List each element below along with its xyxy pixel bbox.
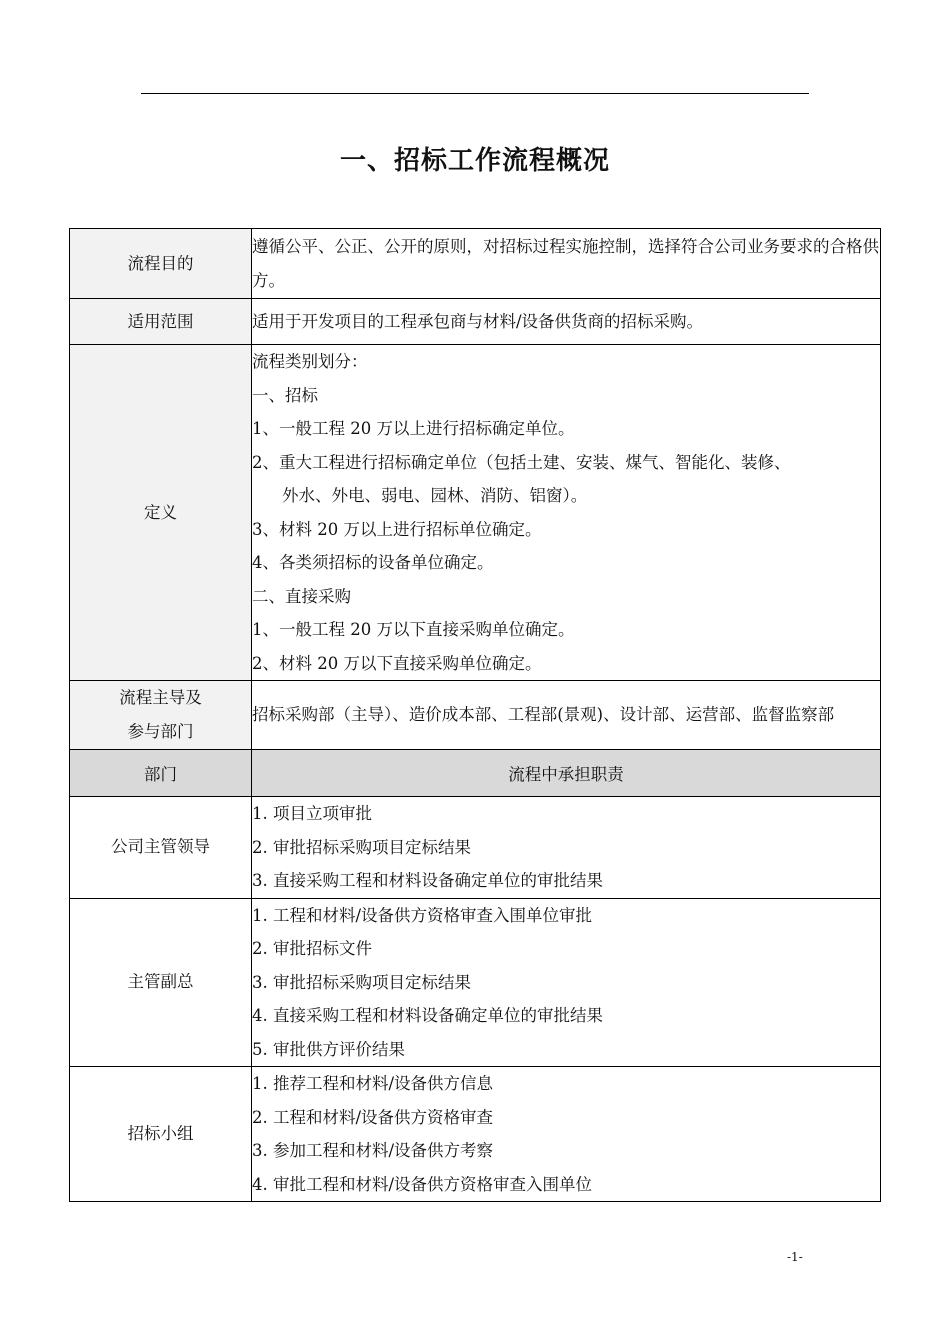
definition-line: 二、直接采购 bbox=[252, 586, 351, 606]
duty-item: 3. 审批招标采购项目定标结果 bbox=[252, 972, 471, 992]
page-title: 一、招标工作流程概况 bbox=[339, 146, 610, 176]
row-team bbox=[70, 1067, 881, 1202]
purpose-text-content: 遵循公平、公正、公开的原则，对招标过程实施控制，选择符合公司业务要求的合格供方。 bbox=[252, 237, 879, 290]
team-label: 招标小组 bbox=[70, 1067, 252, 1202]
row-header bbox=[70, 750, 881, 797]
duty-item: 4. 直接采购工程和材料设备确定单位的审批结果 bbox=[252, 1006, 603, 1025]
definition-line: 外水、外电、弱电、园林、消防、铝窗）。 bbox=[282, 486, 588, 505]
definition-line: 一、招标 bbox=[252, 385, 318, 405]
duty-item: 1. 工程和材料/设备供方资格审查入围单位审批 bbox=[252, 905, 593, 925]
leader-label: 公司主管领导 bbox=[70, 797, 252, 899]
row-definition bbox=[70, 345, 881, 681]
definition-line: 3、材料 20 万以上进行招标单位确定。 bbox=[252, 519, 542, 539]
scope-text bbox=[252, 299, 881, 345]
departments-text bbox=[252, 681, 881, 750]
definition-line: 2、材料 20 万以下直接采购单位确定。 bbox=[252, 653, 542, 673]
definition-line: 4、各类须招标的设备单位确定。 bbox=[252, 553, 494, 572]
purpose-label: 流程目的 bbox=[70, 229, 252, 299]
header-rule bbox=[141, 93, 809, 94]
vp-label: 主管副总 bbox=[70, 898, 252, 1067]
scope-text-content: 适用于开发项目的工程承包商与材料/设备供货商的招标采购。 bbox=[252, 311, 704, 331]
duty-item: 2. 审批招标采购项目定标结果 bbox=[252, 837, 471, 857]
duty-item: 2. 工程和材料/设备供方资格审查 bbox=[252, 1107, 494, 1127]
vp-duties bbox=[252, 898, 881, 1067]
team-duties bbox=[252, 1067, 881, 1202]
row-scope bbox=[70, 299, 881, 345]
process-table bbox=[69, 228, 881, 1202]
departments-label-line: 流程主导及 bbox=[119, 688, 202, 707]
scope-label: 适用范围 bbox=[70, 299, 252, 345]
definition-line: 1、一般工程 20 万以上进行招标确定单位。 bbox=[252, 419, 575, 438]
header-responsibility: 流程中承担职责 bbox=[252, 750, 881, 797]
row-departments bbox=[70, 681, 881, 750]
header-department: 部门 bbox=[70, 750, 252, 797]
duty-item: 1. 推荐工程和材料/设备供方信息 bbox=[252, 1074, 494, 1093]
duty-item: 4. 审批工程和材料/设备供方资格审查入围单位 bbox=[252, 1174, 593, 1194]
duty-item: 3. 参加工程和材料/设备供方考察 bbox=[252, 1141, 494, 1160]
definition-line: 1、一般工程 20 万以下直接采购单位确定。 bbox=[252, 620, 575, 639]
row-purpose bbox=[70, 229, 881, 299]
departments-label-line: 参与部门 bbox=[127, 722, 194, 741]
definition-text bbox=[252, 345, 881, 681]
definition-line: 2、重大工程进行招标确定单位（包括土建、安装、煤气、智能化、装修、 bbox=[252, 452, 791, 472]
departments-label bbox=[70, 681, 252, 750]
purpose-text bbox=[252, 229, 881, 299]
row-leader bbox=[70, 797, 881, 899]
definition-label: 定义 bbox=[70, 345, 252, 681]
duty-item: 2. 审批招标文件 bbox=[252, 939, 372, 958]
departments-text-content: 招标采购部（主导）、造价成本部、工程部(景观)、设计部、运营部、监督监察部 bbox=[252, 705, 835, 725]
definition-line: 流程类别划分： bbox=[252, 352, 368, 371]
duty-item: 3. 直接采购工程和材料设备确定单位的审批结果 bbox=[252, 871, 603, 890]
page-number: -1- bbox=[787, 1250, 803, 1264]
row-vp bbox=[70, 898, 881, 1067]
duty-item: 5. 审批供方评价结果 bbox=[252, 1039, 405, 1059]
duty-item: 1. 项目立项审批 bbox=[252, 804, 372, 823]
leader-duties bbox=[252, 797, 881, 899]
